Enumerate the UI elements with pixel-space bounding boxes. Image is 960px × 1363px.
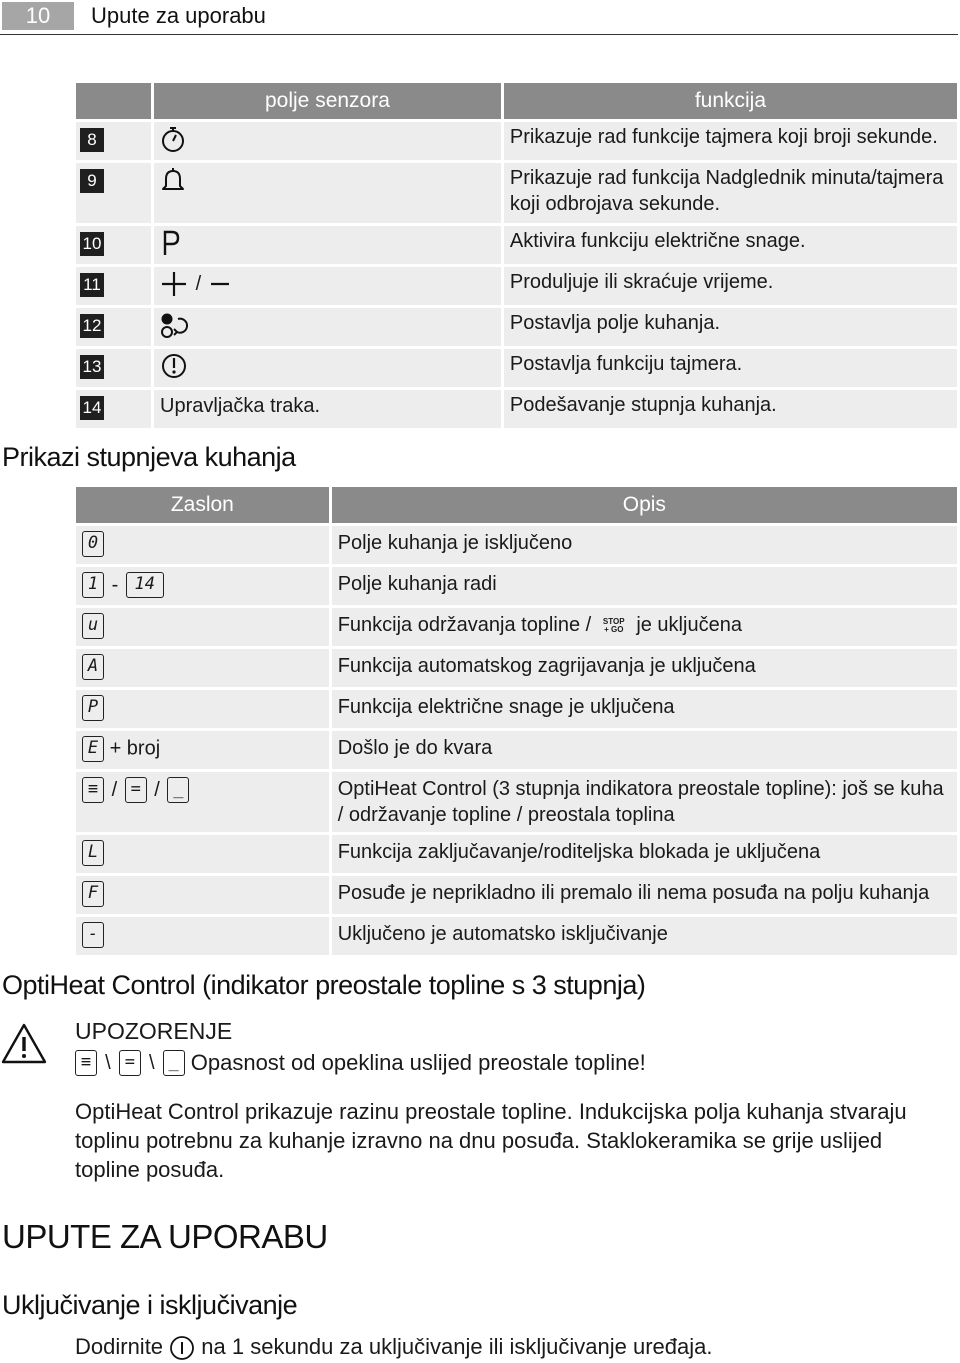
timer-icon [160, 352, 188, 380]
table-row [76, 349, 957, 387]
item-number: 9 [80, 169, 104, 193]
table-row [76, 267, 957, 305]
description-text: Polje kuhanja je isključeno [332, 526, 957, 564]
header-sensor-field: polje senzora [154, 83, 501, 119]
section-heading-optiheat: OptiHeat Control (indikator preostale topline s 3 stupnja) [2, 970, 646, 1000]
table-row [76, 122, 957, 160]
table-row [76, 308, 957, 346]
table-row [76, 163, 957, 223]
table-row [76, 690, 957, 728]
description-text: OptiHeat Control (3 stupnja indikatora preostale topline): još se kuha / održavanje topline / preostala toplina [332, 772, 957, 832]
warning-title: UPOZORENJE [75, 1018, 233, 1044]
table-row [76, 649, 957, 687]
bell-icon [160, 166, 186, 194]
segment-display-icon: - [82, 922, 104, 948]
zone-select-icon [160, 311, 190, 339]
separator: \ [148, 1052, 155, 1075]
table-row [76, 772, 957, 832]
segment-display-icon: A [82, 654, 104, 680]
item-number: 11 [80, 273, 104, 297]
segment-display-icon: E [82, 736, 104, 762]
optiheat-paragraph: OptiHeat Control prikazuje razinu preostale topline. Indukcijska polja kuhanja stvaraju toplinu potrebnu za kuhanje izravno na dnu posuđa. Staklokeramika se grije uslijed topline posuđa. [75, 1099, 907, 1182]
description-text: Posuđe je neprikladno ili premalo ili nema posuđa na polju kuhanja [332, 876, 957, 914]
table-row [76, 608, 957, 646]
function-text: Postavlja funkciju tajmera. [504, 349, 957, 387]
table-header-row [76, 83, 957, 119]
table-row [76, 226, 957, 264]
separator: \ [105, 1052, 111, 1075]
description-text: Uključeno je automatsko isključivanje [332, 917, 957, 955]
plus-icon [160, 270, 188, 298]
description-text: je uključena [636, 614, 742, 636]
header-description: Opis [332, 487, 957, 523]
separator: / [195, 273, 202, 295]
table-header-row [76, 487, 957, 523]
function-text: Prikazuje rad funkcije tajmera koji broji sekunde. [504, 122, 957, 160]
description-text: Došlo je do kvara [332, 731, 957, 769]
header-function: funkcija [504, 83, 957, 119]
segment-display-icon: _ [167, 777, 189, 803]
description-text: Funkcija zaključavanje/roditeljska blokada je uključena [332, 835, 957, 873]
sensor-field-table [73, 80, 960, 431]
onoff-text-after: na 1 sekundu za uključivanje ili isključivanje uređaja. [201, 1334, 713, 1359]
item-number: 12 [80, 314, 104, 338]
segment-display-icon: = [125, 777, 147, 803]
table-row [76, 731, 957, 769]
segment-display-icon: = [119, 1050, 141, 1076]
section-heading-onoff: Uključivanje i isključivanje [2, 1290, 298, 1320]
table-row [76, 917, 957, 955]
display-suffix: + broj [109, 737, 161, 760]
description-text: Funkcija održavanja topline / [337, 614, 592, 636]
separator: / [111, 778, 118, 801]
segment-display-icon: u [82, 613, 104, 639]
onoff-instruction [75, 1332, 712, 1361]
description-text: Funkcija automatskog zagrijavanja je uključena [332, 649, 957, 687]
segment-display-icon: 1 [82, 572, 104, 598]
power-boost-p-icon [160, 229, 182, 257]
function-text: Prikazuje rad funkcija Nadglednik minuta/tajmera koji odbrojava sekunde. [504, 163, 957, 223]
table-row [76, 526, 957, 564]
header-display: Zaslon [76, 487, 329, 523]
separator: - [111, 573, 119, 596]
function-text: Podešavanje stupnja kuhanja. [504, 390, 957, 428]
function-text: Aktivira funkciju električne snage. [504, 226, 957, 264]
warning-line [75, 1047, 646, 1078]
description-text: Polje kuhanja radi [332, 567, 957, 605]
segment-display-icon: 0 [82, 531, 104, 557]
segment-display-icon: ≡ [75, 1050, 97, 1076]
description-text: Funkcija električne snage je uključena [332, 690, 957, 728]
separator: / [154, 778, 160, 801]
page-header [0, 0, 958, 35]
item-number: 8 [80, 128, 104, 152]
minus-icon [209, 270, 231, 298]
display-table [73, 484, 960, 958]
item-number: 13 [80, 355, 104, 379]
warning-text: Opasnost od opeklina uslijed preostale topline! [190, 1050, 646, 1076]
page-title: Upute za uporabu [91, 3, 266, 28]
control-bar-label: Upravljačka traka. [154, 390, 501, 428]
table-row [76, 876, 957, 914]
page-number: 10 [2, 2, 74, 30]
warning-triangle-icon [1, 1022, 47, 1064]
function-text: Produljuje ili skraćuje vrijeme. [504, 267, 957, 305]
stop-go-icon: STOP + GO [602, 616, 625, 634]
item-number: 14 [80, 396, 104, 420]
onoff-text-before: Dodirnite [75, 1334, 164, 1359]
segment-display-icon: P [82, 695, 104, 721]
table-row [76, 835, 957, 873]
table-row [76, 567, 957, 605]
item-number: 10 [80, 232, 104, 256]
segment-display-icon: ≡ [82, 777, 104, 803]
section-heading-usage: UPUTE ZA UPORABU [2, 1218, 328, 1255]
segment-display-icon: _ [163, 1050, 185, 1076]
on-off-icon [169, 1335, 195, 1361]
segment-display-icon: F [82, 881, 104, 907]
table-row [76, 390, 957, 428]
function-text: Postavlja polje kuhanja. [504, 308, 957, 346]
segment-display-icon: L [82, 840, 104, 866]
segment-display-icon: 14 [126, 572, 164, 598]
header-blank [76, 83, 151, 119]
stopwatch-icon [160, 125, 186, 153]
section-heading-displays: Prikazi stupnjeva kuhanja [2, 442, 296, 472]
